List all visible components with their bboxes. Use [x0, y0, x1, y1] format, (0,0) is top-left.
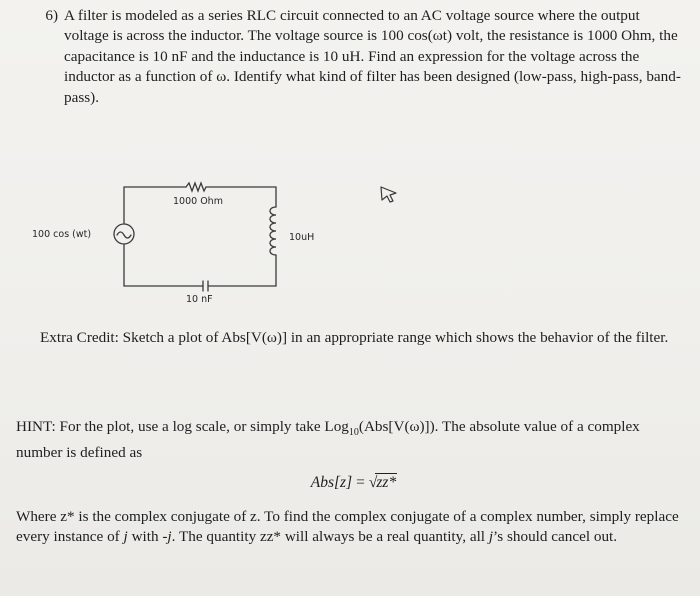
right-wire	[208, 255, 276, 286]
conjugate-j-3: j	[488, 528, 494, 546]
conjugate-text-3: . The quantity zz* will always be a real quantity, all	[171, 528, 489, 546]
hint-part-2: (Abs[V(ω)]). The absolute value of a complex number is defined as	[16, 418, 640, 462]
conjugate-text-1: Where z* is the complex conjugate of z. To find the complex conjugate of a complex number, simply replace every instance of	[16, 508, 679, 546]
conjugate-j-2: j	[167, 528, 172, 546]
source-label: 100 cos (wt)	[32, 229, 92, 240]
resistor-label: 1000 Ohm	[173, 196, 223, 207]
cursor-arrow-icon	[381, 187, 396, 202]
extra-credit-text: Extra Credit: Sketch a plot of Abs[V(ω)] in an appropriate range which shows the behavior of the filter.	[40, 329, 669, 346]
conjugate-text-2: with -	[127, 528, 168, 546]
conjugate-explanation	[16, 507, 684, 548]
hint-text	[16, 417, 684, 464]
formula-radicand: zz*	[376, 474, 397, 491]
formula-equals: =	[356, 474, 365, 491]
conjugate-text-4: ’s should cancel out.	[493, 528, 618, 546]
resistor-symbol	[186, 183, 206, 191]
hint-subscript: 10	[348, 427, 359, 439]
problem-number: 6)	[45, 7, 58, 24]
abs-formula: Abs[z] = √zz*	[310, 474, 397, 491]
formula-lhs: Abs[z]	[310, 474, 353, 491]
hint-part-1: HINT: For the plot, use a log scale, or simply take Log	[16, 418, 349, 435]
inductor-label: 10uH	[289, 232, 315, 243]
bottom-wire	[124, 245, 203, 286]
ac-source-wave	[117, 232, 131, 238]
conjugate-j-1: j	[123, 528, 128, 546]
capacitor-label: 10 nF	[186, 294, 213, 305]
problem-text: A filter is modeled as a series RLC circuit connected to an AC voltage source where the output voltage is across the inductor. The voltage source is 100 cos(ωt) volt, the resistance is 1000 Ohm, the capacitance is 10 nF and the inductance is 10 uH. Find an expression for the voltage across the inductor as a function of ω. Identify what kind of filter has been designed (low-pass, high-pass, band-pass).	[64, 7, 681, 106]
inductor-symbol	[270, 207, 276, 255]
